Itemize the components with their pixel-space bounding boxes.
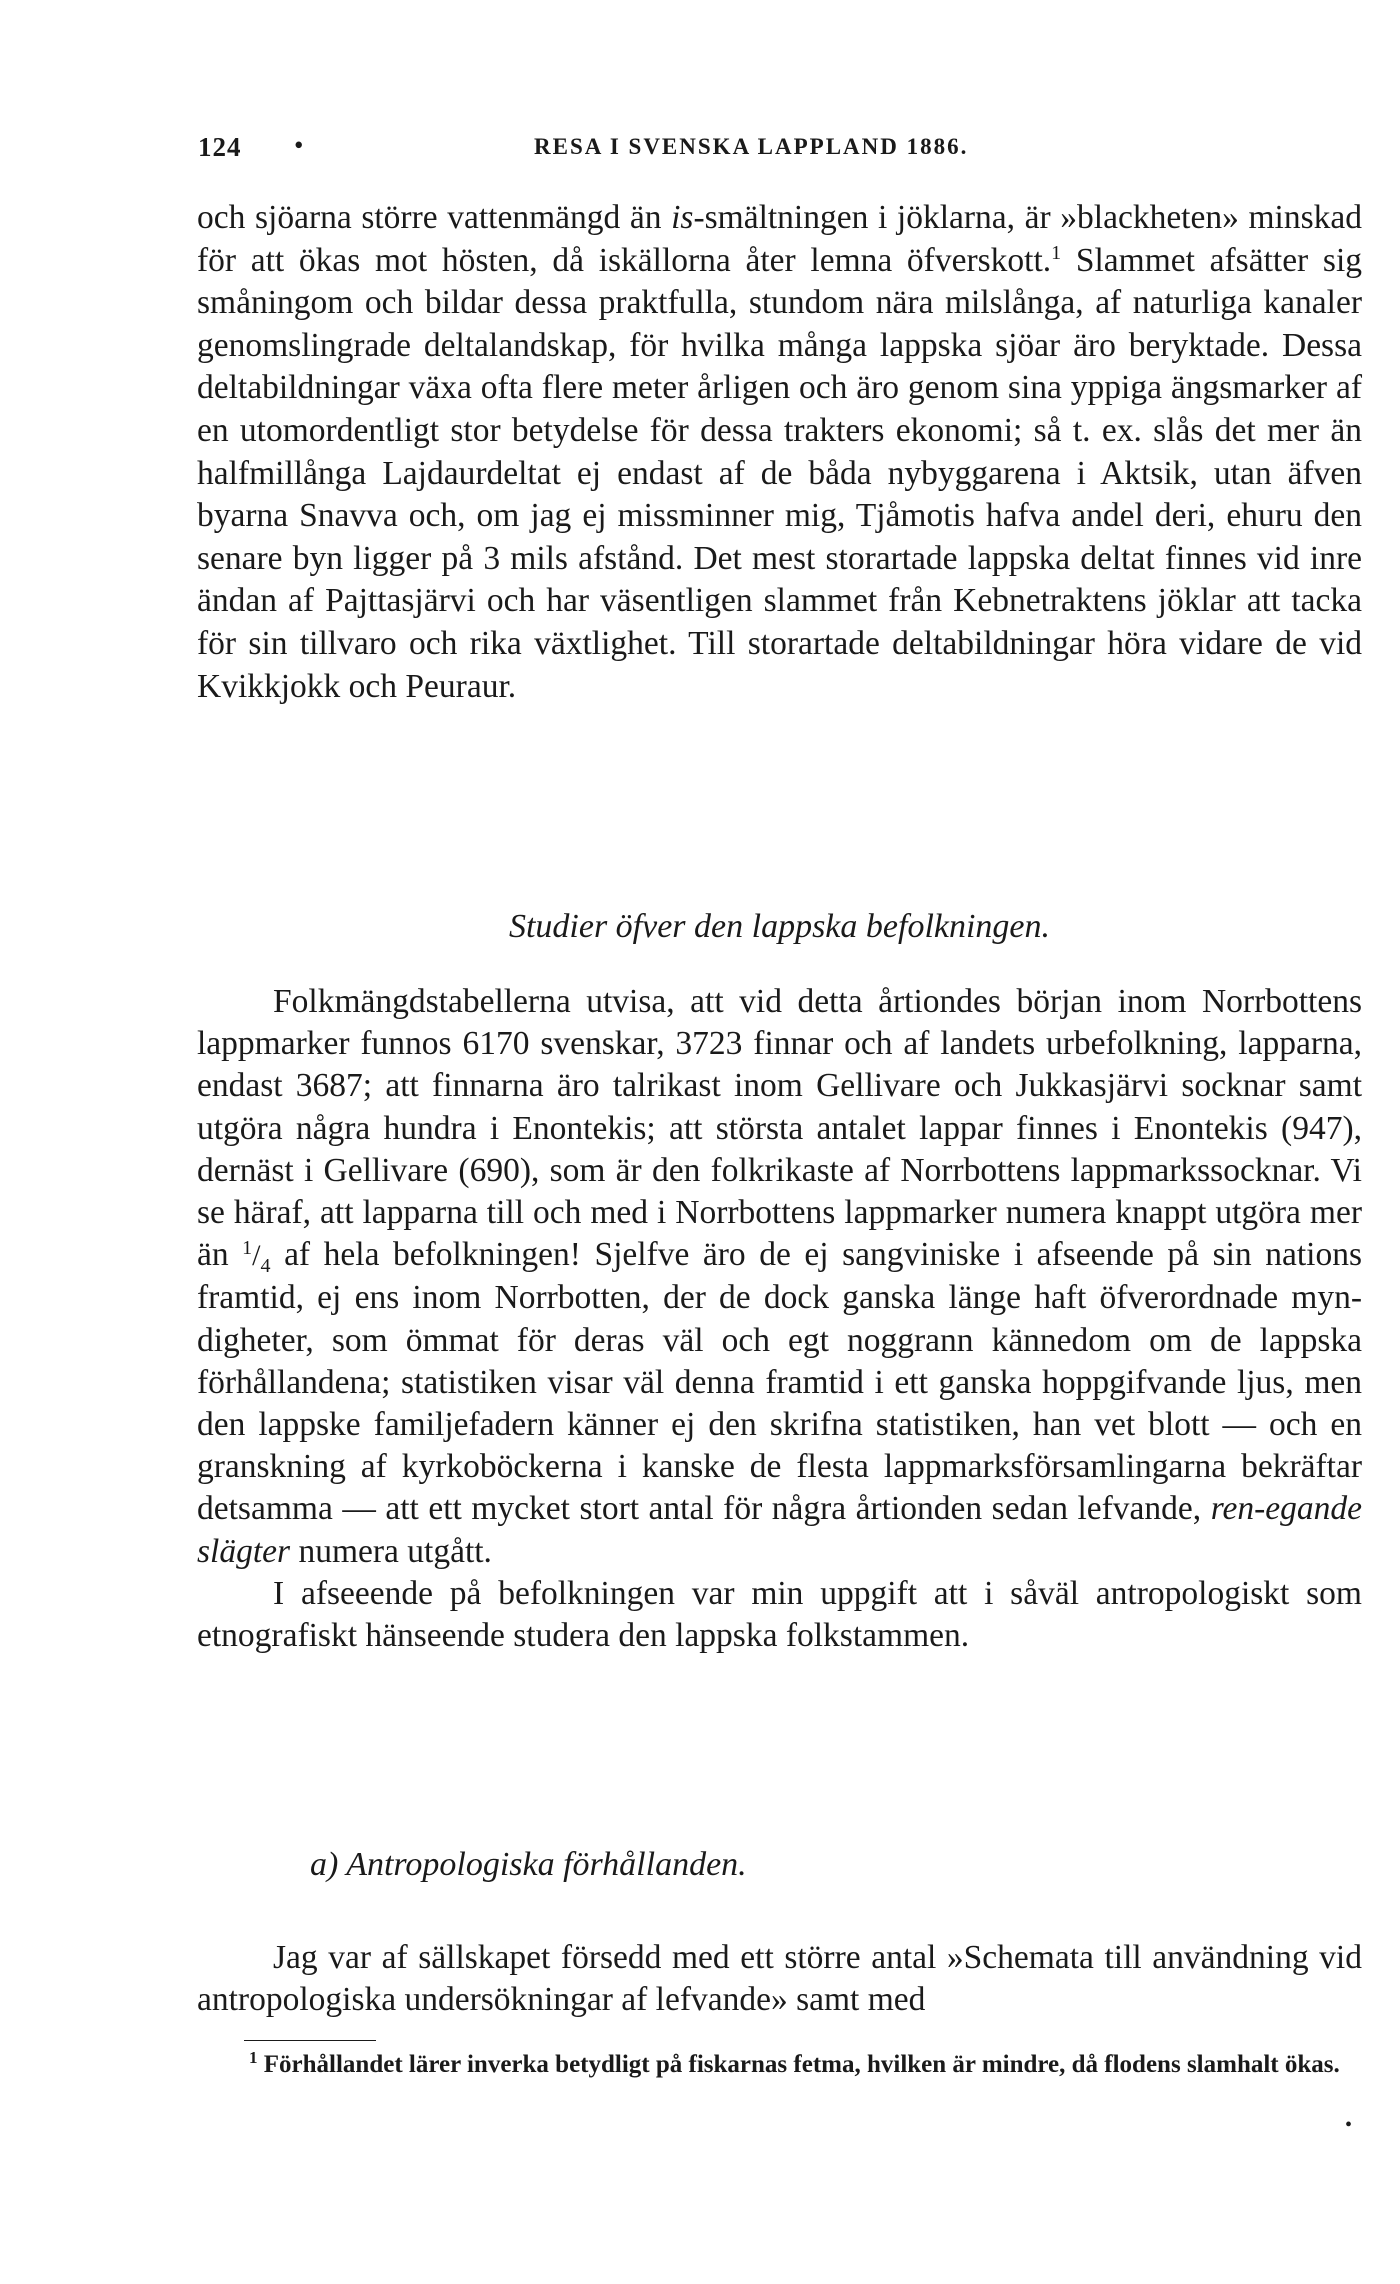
bottom-dot-mark: • — [1345, 2114, 1353, 2136]
footnote-divider — [244, 2040, 376, 2041]
paragraph-2-text-a: Folkmängdstabellerna utvisa, att vid detta årtiondes början inom Norrbottens lappmarker funnos 6170 svenskar, 3723 finnar och af landets urbefolkning, lapparna, endast 3687; att finnarna äro talrikast inom Gellivare och Jukkasjärvi socknar samt utgöra några hundra i Enontekis; att största antalet lappar finnes i Enontekis (947), dernäst i Gellivare (690), som är den folkrikaste af Norrbottens lappmarkssocknar. Vi se häraf, att lapparna till och med i Norrbottens lappmarker numera knappt utgöra mer än — [197, 983, 1362, 1274]
paragraph-2-text-c: numera utgått. — [290, 1532, 492, 1570]
body-block-3 — [197, 1937, 1362, 2021]
paragraph-1-text-a: och sjöarna större vattenmängd än — [197, 199, 672, 236]
footnote-text: Förhållandet lärer inverka betydligt på fiskarnas fetma, hvilken är mindre, då flodens slamhalt ökas. — [257, 2051, 1340, 2078]
fraction-one-quarter: $^1/_4$ — [242, 1237, 271, 1278]
body-block-2 — [197, 981, 1362, 1657]
paragraph-1-italic: is — [671, 199, 694, 236]
page-header — [198, 132, 1378, 172]
page-number: 124 — [198, 132, 242, 162]
body-paragraph-4: Jag var af sällskapet försedd med ett större antal »Schemata till användning vid antropologiska undersökningar af lefvande» samt med — [197, 1939, 1362, 2019]
paragraph-1-text-b: -smältningen i jöklarna, är »blackheten» minskad för att ökas mot hösten, då iskällorna åter lemna öfverskott. — [197, 199, 1362, 279]
subsection-heading: a) Antropologiska förhållanden. — [310, 1846, 747, 1883]
body-paragraph-1 — [197, 197, 1362, 708]
footnote-mark: 1 — [249, 2048, 258, 2067]
footnote — [197, 2048, 1362, 2081]
header-bullet: • — [294, 130, 305, 160]
body-paragraph-2 — [197, 981, 1362, 1573]
paragraph-2-italic: ren-egande slägter — [197, 1490, 1362, 1570]
body-paragraph-3: I afseeende på befolkningen var min uppgift att i såväl antropologiskt som etnografiskt hänseende studera den lappska folkstammen. — [197, 1574, 1362, 1655]
footnote-reference[interactable]: 1 — [1051, 241, 1062, 264]
section-heading: Studier öfver den lappska befolkningen. — [508, 908, 1051, 945]
paragraph-1-text-c: Slammet afsätter sig småningom och bildar dessa praktfulla, stundom nära milslånga, af naturliga kanaler genomslingrade deltalandskap, för hvilka många lappska sjöar äro beryktade. Dessa deltabildningar växa ofta flere meter årligen och äro genom sina yppiga ängsmarker af en utomordentligt stor betydelse för dessa trakters ekonomi; så t. ex. slås det mer än halfmillånga Lajdaurdeltat ej endast af de båda nybyggarena i Aktsik, utan äfven byarna Snavva och, om jag ej missminner mig, Tjåmotis hafva andel deri, ehuru den senare byn ligger på 3 mils afstånd. Det mest storartade lappska deltat finnes vid inre ändan af Pajttasjärvi och har väsentligen slammet från Kebnetraktens jöklar att tacka för sin tillvaro och rika växtlighet. Till storartade deltabildningar höra vidare de vid Kvikkjokk och Peuraur. — [197, 241, 1363, 705]
paragraph-2-text-b: af hela befolkningen! Sjelfve äro de ej sangviniske i afseende på sin nations framtid, ej ens inom Norrbotten, der de dock ganska länge haft öfverordnade myndigheter, som ömmat för deras väl och egt noggrann kännedom om de lappska förhållandena; statistiken visar väl denna framtid i ett ganska hoppgifvande ljus, men den lappske familjefadern känner ej den skrifna statistiken, han vet blott — och en granskning af kyrkoböckerna i kanske de flesta lappmarksförsamlingarna bekräftar detsamma — att ett mycket stort antal för några årtionden sedan lefvande, — [197, 1236, 1362, 1528]
running-title: RESA I SVENSKA LAPPLAND 1886. — [534, 134, 969, 159]
